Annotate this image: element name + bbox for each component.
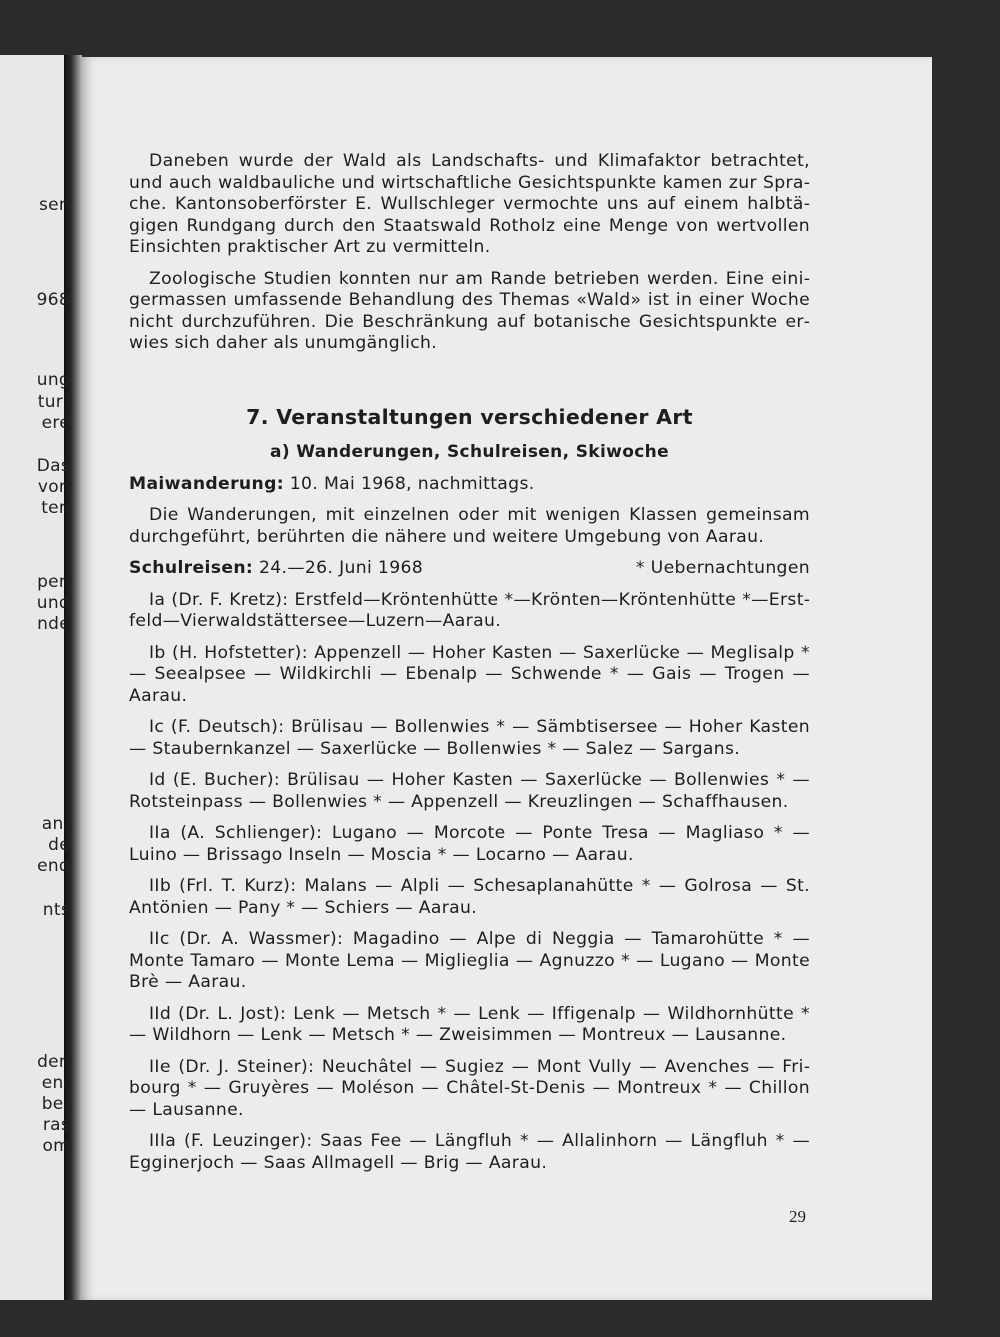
trip-entry: IIIa (F. Leuzinger): Saas Fee — Längfluh * — Allalinhorn — Längfluh * — Egginerjoch — Saas Allmagell — Brig — Aarau. <box>129 1131 810 1173</box>
margin-fragment: den <box>37 1052 70 1072</box>
margin-fragment: ere <box>41 413 70 433</box>
paragraph-maiwanderung: Die Wanderungen, mit einzelnen oder mit wenigen Klassen gemeinsam durchgeführt, berührten die nähere und weitere Umgebung von Aarau. <box>129 505 810 547</box>
margin-fragment: tur) <box>37 392 70 412</box>
section-heading: 7. Veranstaltungen verschiedener Art <box>246 404 693 429</box>
margin-fragment: nde <box>37 614 70 634</box>
margin-fragment: end <box>37 856 70 876</box>
schulreisen-date: 24.—26. Juni 1968 <box>253 558 424 578</box>
paragraph-forest-study: Daneben wurde der Wald als Landschafts- und Klimafaktor betrachtet, und auch waldbauliche und wirtschaftliche Gesichtspunkte kamen zur Sprache. Kantonsoberförster E. Wullschleger vermochte uns auf einem halbtägigen Rundgang durch den Staatswald Rotholz eine Menge von wertvollen Einsichten praktischer Art zu vermitteln. <box>129 151 810 257</box>
margin-fragment: Das <box>36 456 70 476</box>
margin-fragment: nts <box>42 900 70 920</box>
margin-fragment: ten <box>41 498 70 518</box>
margin-fragment: ras <box>42 1115 70 1135</box>
document-page <box>82 57 932 1300</box>
margin-fragment: om <box>42 1136 70 1156</box>
schulreisen-info <box>129 558 423 580</box>
margin-fragment: ung <box>36 370 70 390</box>
subsection-heading: a) Wanderungen, Schulreisen, Skiwoche <box>270 442 669 462</box>
margin-fragment: und <box>36 593 70 613</box>
page-number: 29 <box>789 1207 806 1226</box>
maiwanderung-date: 10. Mai 1968, nachmittags. <box>283 473 535 494</box>
schulreisen-label: Schulreisen: <box>129 558 254 578</box>
margin-fragment: von <box>37 477 70 497</box>
overnight-legend: * Uebernachtungen <box>635 558 810 578</box>
maiwanderung-label: Maiwanderung: <box>129 473 284 494</box>
maiwanderung-line <box>129 474 810 496</box>
margin-fragment: de <box>48 835 70 855</box>
trip-entry: Ib (H. Hofstetter): Appenzell — Hoher Kasten — Saxerlücke — Meglisalp * — Seealpsee — Wildkirchli — Ebenalp — Schwende * — Gais — Trogen — Aarau. <box>129 642 810 706</box>
paragraph-zoology: Zoologische Studien konnten nur am Rande betrieben werden. Eine einigermassen umfassende Behandlung des Themas «Wald» ist in einer Woche nicht durchzuführen. Die Beschränkung auf botanische Gesichtspunkte erwies sich daher als unumgänglich. <box>129 268 810 353</box>
trip-entry: IIe (Dr. J. Steiner): Neuchâtel — Sugiez — Mont Vully — Avenches — Fribourg * — Gruyères — Moléson — Châtel-St-Denis — Montreux * — Chillon — Lausanne. <box>129 1056 810 1120</box>
trip-entry: Ic (F. Deutsch): Brülisau — Bollenwies * — Sämbtisersee — Hoher Kasten — Staubernkanzel — Saxerlücke — Bollenwies * — Salez — Sargans. <box>129 717 810 759</box>
trip-entry: IIb (Frl. T. Kurz): Malans — Alpli — Schesaplanahütte * — Golrosa — St. Antönien — Pany * — Schiers — Aarau. <box>129 876 810 918</box>
trip-entry: IIc (Dr. A. Wassmer): Magadino — Alpe di Neggia — Tamarohütte * — Monte Tamaro — Monte Lema — Miglieglia — Agnuzzo * — Lugano — Monte Brè — Aarau. <box>129 929 810 992</box>
margin-fragment: an- <box>41 814 70 834</box>
margin-fragment: sen <box>39 195 70 215</box>
margin-fragment: be- <box>41 1094 70 1114</box>
trip-entry: Id (E. Bucher): Brülisau — Hoher Kasten — Saxerlücke — Bollenwies * — Rotsteinpass — Bollenwies * — Appenzell — Kreuzlingen — Schaffhausen. <box>129 770 810 812</box>
trip-entry: Ia (Dr. F. Kretz): Erstfeld—Kröntenhütte *—Krönten—Kröntenhütte *—Erstfeld—Vierwaldstättersee—Luzern—Aarau. <box>129 589 810 631</box>
trip-entry: IId (Dr. L. Jost): Lenk — Metsch * — Lenk — Iffigenalp — Wildhornhütte * — Wildhorn — Lenk — Metsch * — Zweisimmen — Montreux — Lausanne. <box>129 1003 810 1045</box>
margin-fragment: 968 <box>36 290 70 310</box>
margin-fragment: pen <box>37 572 70 592</box>
margin-fragment: en- <box>41 1073 70 1093</box>
page-content <box>129 151 810 1184</box>
schulreisen-line <box>129 558 810 580</box>
trip-entry: IIa (A. Schlienger): Lugano — Morcote — Ponte Tresa — Magliaso * — Luino — Brissago Inseln — Moscia * — Locarno — Aarau. <box>129 823 810 865</box>
